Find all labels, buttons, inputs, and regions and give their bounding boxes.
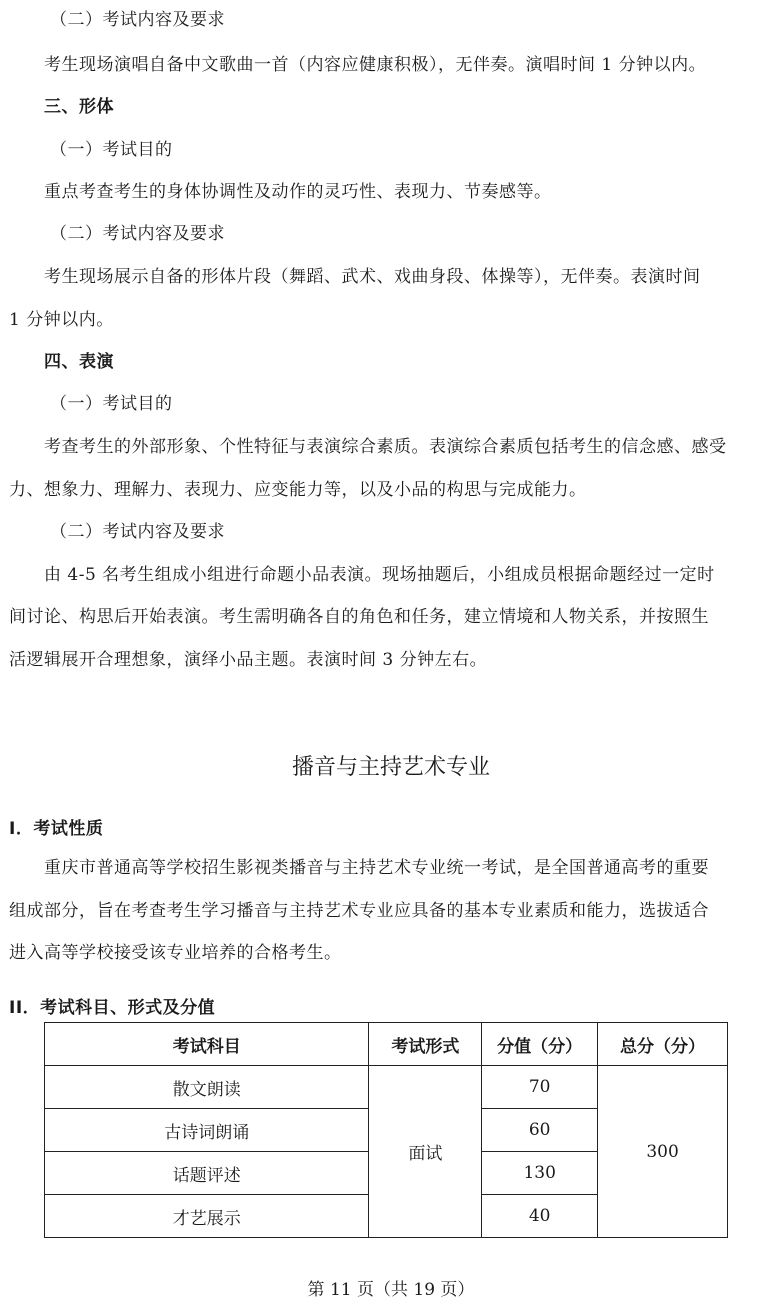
paragraph-line: 进入高等学校接受该专业培养的合格考生。 [9,943,342,963]
form-cell: 面试 [369,1066,482,1238]
subject-cell: 散文朗读 [45,1066,369,1109]
score-cell: 40 [482,1195,598,1238]
table-header: 总分（分） [598,1023,728,1066]
score-table [44,1022,728,1238]
subheading-exam-purpose: （一）考试目的 [50,394,173,414]
paragraph-line: 1 分钟以内。 [9,310,114,330]
table-row [45,1066,728,1109]
subheading-exam-content: （二）考试内容及要求 [50,10,225,30]
paragraph-line: 组成部分，旨在考查考生学习播音与主持艺术专业应具备的基本专业素质和能力，选拔适合 [9,901,709,921]
subheading-exam-content: （二）考试内容及要求 [50,522,225,542]
subheading-exam-content: （二）考试内容及要求 [50,224,225,244]
paragraph-line: 力、想象力、理解力、表现力、应变能力等，以及小品的构思与完成能力。 [9,480,587,500]
paragraph-line: 考生现场展示自备的形体片段（舞蹈、武术、戏曲身段、体操等），无伴奏。表演时间 [44,267,701,287]
score-cell: 70 [482,1066,598,1109]
section-heading-performance: 四、表演 [44,352,114,372]
subject-cell: 话题评述 [45,1152,369,1195]
paragraph-line: 由 4-5 名考生组成小组进行命题小品表演。现场抽题后，小组成员根据命题经过一定时 [44,565,715,585]
subject-cell: 才艺展示 [45,1195,369,1238]
paragraph-line: 重庆市普通高等学校招生影视类播音与主持艺术专业统一考试，是全国普通高考的重要 [44,858,709,878]
score-cell: 60 [482,1109,598,1152]
table-header: 分值（分） [482,1023,598,1066]
score-cell: 130 [482,1152,598,1195]
subheading-exam-purpose: （一）考试目的 [50,140,173,160]
table-header: 考试形式 [369,1023,482,1066]
page-footer: 第 11 页（共 19 页） [307,1280,475,1300]
paragraph-line: 考查考生的外部形象、个性特征与表演综合素质。表演综合素质包括考生的信念感、感受 [44,437,727,457]
paragraph-line: 间讨论、构思后开始表演。考生需明确各自的角色和任务，建立情境和人物关系，并按照生 [9,607,709,627]
paragraph-line: 活逻辑展开合理想象，演绎小品主题。表演时间 3 分钟左右。 [9,650,488,670]
section-title: 播音与主持艺术专业 [291,755,490,780]
subject-cell: 古诗词朗诵 [45,1109,369,1152]
section-heading-body: 三、形体 [44,97,114,117]
table-header-row [45,1023,728,1066]
total-cell: 300 [598,1066,728,1238]
heading-exam-subjects: II．考试科目、形式及分值 [9,998,216,1018]
paragraph-line: 重点考查考生的身体协调性及动作的灵巧性、表现力、节奏感等。 [44,182,552,202]
heading-exam-nature: I．考试性质 [9,819,104,839]
paragraph-line: 考生现场演唱自备中文歌曲一首（内容应健康积极），无伴奏。演唱时间 1 分钟以内。 [44,55,707,75]
table-header: 考试科目 [45,1023,369,1066]
